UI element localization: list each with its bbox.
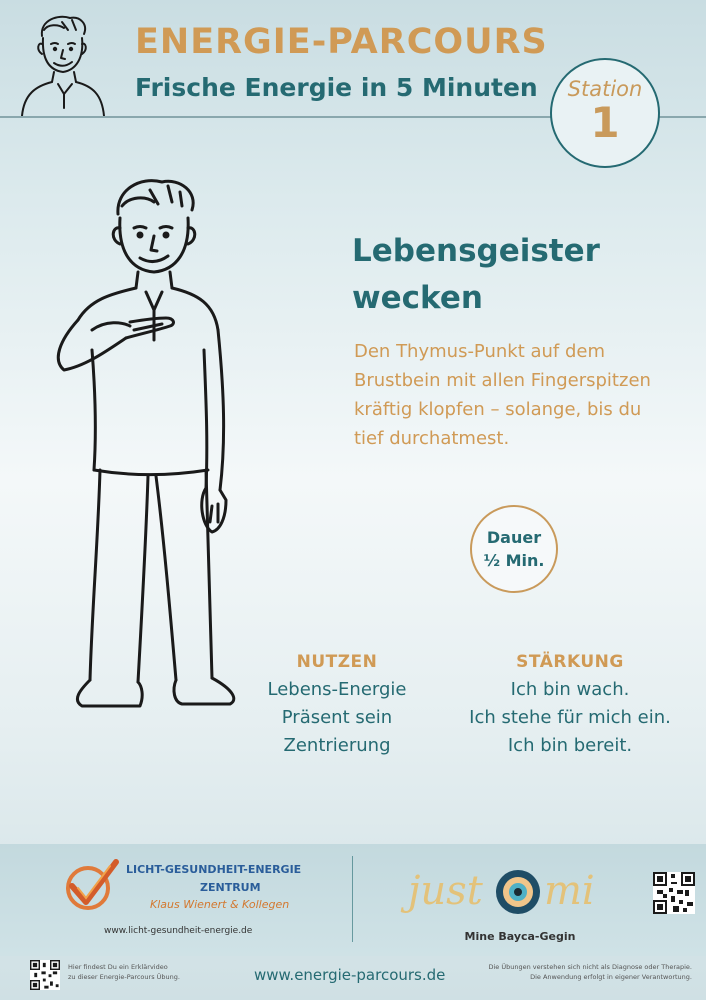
duration-badge xyxy=(470,505,558,593)
checkmark-swoosh-logo-icon xyxy=(60,856,120,916)
justomi-person-name: Mine Bayca-Gegin xyxy=(464,930,576,943)
station-badge xyxy=(550,58,660,168)
justomi-logo-text-mi: mi xyxy=(544,868,595,914)
qr-code-icon[interactable] xyxy=(30,960,60,990)
poster-title: ENERGIE-PARCOURS xyxy=(135,22,548,62)
website-link[interactable]: www.energie-parcours.de xyxy=(254,966,446,984)
staerkung-column xyxy=(450,652,690,760)
qr-video-note xyxy=(68,962,180,982)
description-line: Brustbein mit allen Fingerspitzen xyxy=(354,370,651,391)
heading-line: wecken xyxy=(352,280,483,316)
qr-note-line: zu dieser Energie-Parcours Übung. xyxy=(68,973,180,981)
duration-label: Dauer xyxy=(486,528,542,547)
lge-logo-tagline: Klaus Wienert & Kollegen xyxy=(150,898,290,911)
exercise-figure-illustration xyxy=(30,170,260,730)
staerkung-item: Ich stehe für mich ein. xyxy=(469,707,671,728)
staerkung-title: STÄRKUNG xyxy=(516,652,624,672)
justomi-logo xyxy=(388,856,638,926)
qr-code-icon[interactable] xyxy=(653,872,695,914)
staerkung-item: Ich bin bereit. xyxy=(507,735,633,756)
disclaimer-line: Die Übungen verstehen sich nicht als Diagnose oder Therapie. xyxy=(488,963,692,971)
duration-value: ½ Min. xyxy=(483,551,545,570)
description-line: Den Thymus-Punkt auf dem xyxy=(354,341,606,362)
justomi-logo-text-just: just xyxy=(408,868,483,914)
exercise-description xyxy=(354,337,684,453)
description-line: kräftig klopfen – solange, bis du xyxy=(354,399,642,420)
nutzen-column xyxy=(247,652,427,760)
heading-line: Lebensgeister xyxy=(352,233,600,269)
lge-logo-title: LICHT-GESUNDHEIT-ENERGIE xyxy=(126,863,302,876)
nutzen-item: Lebens-Energie xyxy=(267,679,407,700)
eye-logo-icon xyxy=(496,870,540,914)
disclaimer-line: Die Anwendung erfolgt in eigener Verantwortung. xyxy=(530,973,692,981)
nutzen-title: NUTZEN xyxy=(296,652,378,672)
lge-logo-subtitle: ZENTRUM xyxy=(200,881,261,894)
nutzen-item: Präsent sein xyxy=(281,707,393,728)
qr-note-line: Hier findest Du ein Erklärvideo xyxy=(68,963,168,971)
exercise-heading xyxy=(352,228,682,322)
description-line: tief durchatmest. xyxy=(354,428,510,449)
station-label: Station xyxy=(567,77,643,101)
nutzen-item: Zentrierung xyxy=(283,735,391,756)
staerkung-item: Ich bin wach. xyxy=(510,679,630,700)
footer-divider xyxy=(352,856,353,942)
poster-subtitle: Frische Energie in 5 Minuten xyxy=(135,73,538,102)
header-avatar-illustration xyxy=(18,8,108,118)
lge-website-link[interactable]: www.licht-gesundheit-energie.de xyxy=(104,926,253,936)
station-number: 1 xyxy=(590,98,620,147)
disclaimer xyxy=(488,962,692,982)
